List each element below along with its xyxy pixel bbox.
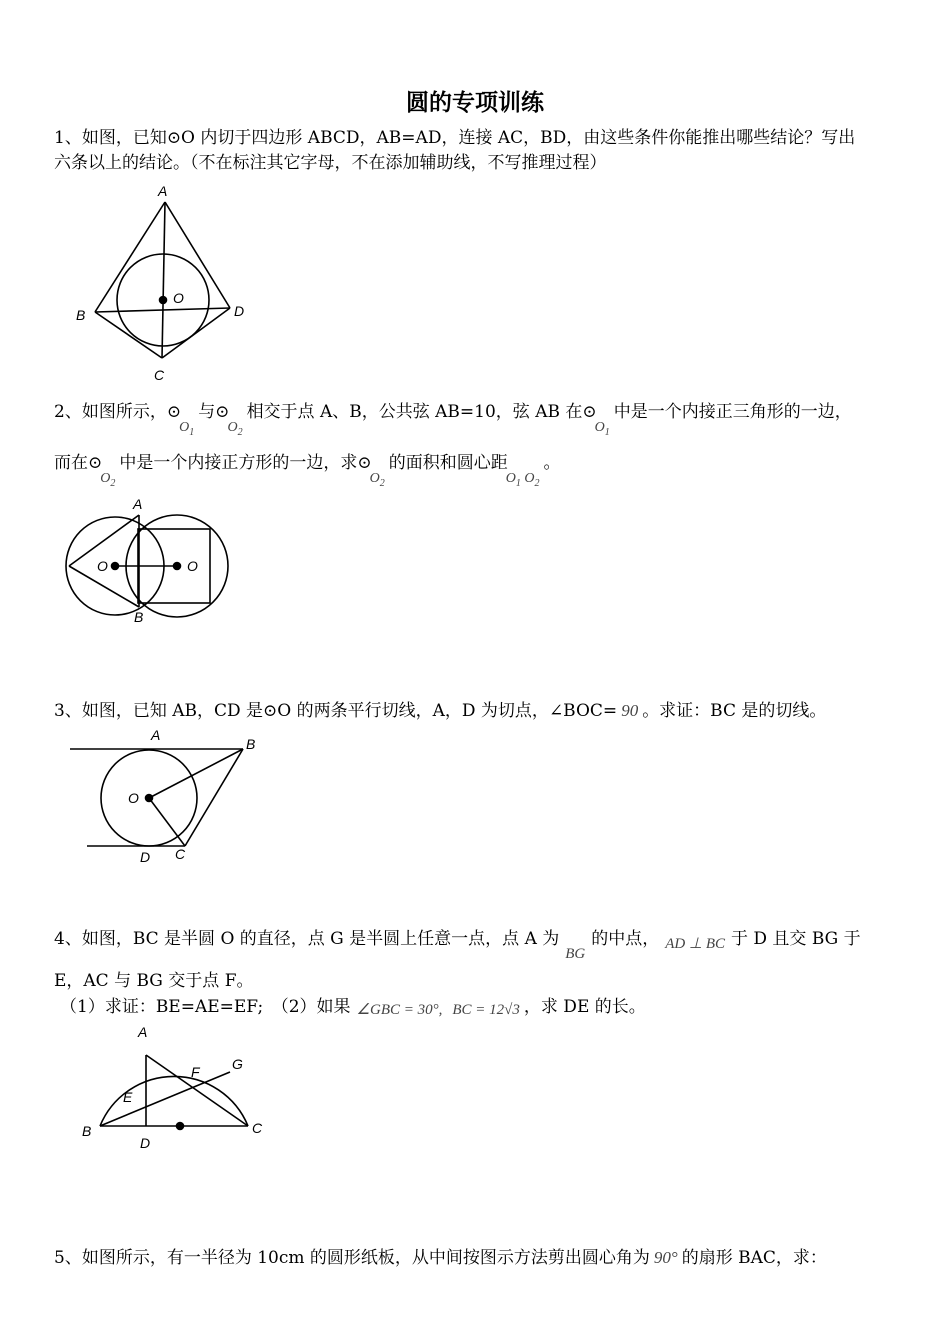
q2-text-part2: 与⊙ [198,402,230,422]
q2-center-o1-point [112,563,119,570]
q2-text-part8: 。 [543,453,561,473]
q3-label-c: C [175,846,186,862]
q4-label-c: C [252,1120,263,1136]
q2-label-o2: O [187,558,198,574]
q5-text [54,1247,827,1269]
q2-o2-symbol: O2 [227,420,243,438]
q2-label-b: B [134,609,144,625]
q3-label-b: B [246,736,256,752]
q1-label-a: A [158,183,168,199]
q3-label-a: A [151,727,161,743]
q4-condition-angle: ∠GBC = 30°, [356,1002,443,1018]
q2-text-part6: 中是一个内接正方形的一边，求⊙ [119,453,372,473]
q4-label-d: D [140,1135,151,1151]
q4-text-part1: 4、如图，BC 是半圆 O 的直径，点 G 是半圆上任意一点，点 A 为 [54,929,560,949]
q1-label-b: B [76,307,86,323]
q5-text-part2: 的扇形 BAC，求： [681,1248,827,1268]
q2-o1-symbol-2: O1 [594,420,610,438]
q4-center-point [177,1123,184,1130]
q1-label-c: C [154,367,165,383]
q4-text-part2: 的中点， [591,929,660,949]
q4-text-line3 [60,996,646,1019]
q3-text-part2: 。求证：BC 是的切线。 [642,701,827,721]
q2-label-a: A [133,496,143,512]
q3-angle-value: 90 [621,701,639,720]
q2-o1-symbol: O1 [179,420,195,438]
q4-label-e: E [123,1089,133,1105]
q5-angle-value: 90° [653,1248,678,1267]
q3-angle-label: ∠BOC= [548,701,618,721]
q1-side-ab [95,202,165,312]
q2-label-o1: O [97,558,108,574]
q3-figure [65,725,275,870]
q3-center-point [146,795,153,802]
q2-center-distance-symbol: O1 O2 [505,471,540,489]
q4-label-b: B [82,1123,92,1139]
q4-condition-bc: BC = 12√3 [452,1002,520,1018]
q3-text [54,700,826,722]
q4-label-f: F [191,1064,200,1080]
page-title: 圆的专项训练 [406,90,544,116]
q3-label-o: O [128,790,139,806]
q2-text-line2 [54,452,561,489]
q4-perpendicular-condition: AD ⊥ BC [665,936,725,952]
q4-figure [78,1022,278,1152]
q2-text-part3: 相交于点 A、B，公共弦 AB=10，弦 AB 在⊙ [246,402,597,422]
q4-label-a: A [138,1024,148,1040]
q1-figure [70,180,270,390]
q1-diagonal-ac [162,202,165,358]
q4-arc-bg: BG [565,946,586,962]
q1-label-d: D [234,303,245,319]
q1-center-point [160,297,167,304]
q2-text-part7: 的面积和圆心距 [388,453,508,473]
q1-label-o: O [173,290,184,306]
q2-figure [60,495,250,630]
q2-o2-symbol-2: O2 [100,471,116,489]
q4-label-g: G [232,1056,243,1072]
q1-text-line2: 六条以上的结论。（不在标注其它字母，不在添加辅助线，不写推理过程） [54,153,607,173]
q1-text-line1: 1、如图，已知⊙O 内切于四边形 ABCD，AB=AD，连接 AC，BD，由这些条件你能推出哪些结论？写出 [54,128,856,148]
q2-text-part4: 中是一个内接正三角形的一边， [613,402,852,422]
q4-text-part4: （1）求证：BE=AE=EF; （2）如果 [60,997,351,1017]
q4-text-part3: 于 D 且交 BG 于 [731,929,861,949]
q3-segment-oc [149,798,185,846]
q4-text-line1 [54,928,861,962]
q4-text-line2: E，AC 与 BG 交于点 F。 [54,971,254,991]
q2-center-o2-point [174,563,181,570]
q2-text-part5: 而在⊙ [54,453,103,473]
q3-label-d: D [140,849,151,865]
q2-text-part1: 2、如图所示，⊙ [54,402,182,422]
q1-side-bc [95,312,162,358]
q4-text-part5: ，求 DE 的长。 [523,997,646,1017]
q2-text-line1 [54,401,852,438]
q3-text-part1: 3、如图，已知 AB，CD 是⊙O 的两条平行切线，A，D 为切点， [54,701,549,721]
q5-text-part1: 5、如图所示，有一半径为 10cm 的圆形纸板，从中间按图示方法剪出圆心角为 [54,1248,650,1268]
q2-o2-symbol-3: O2 [369,471,385,489]
